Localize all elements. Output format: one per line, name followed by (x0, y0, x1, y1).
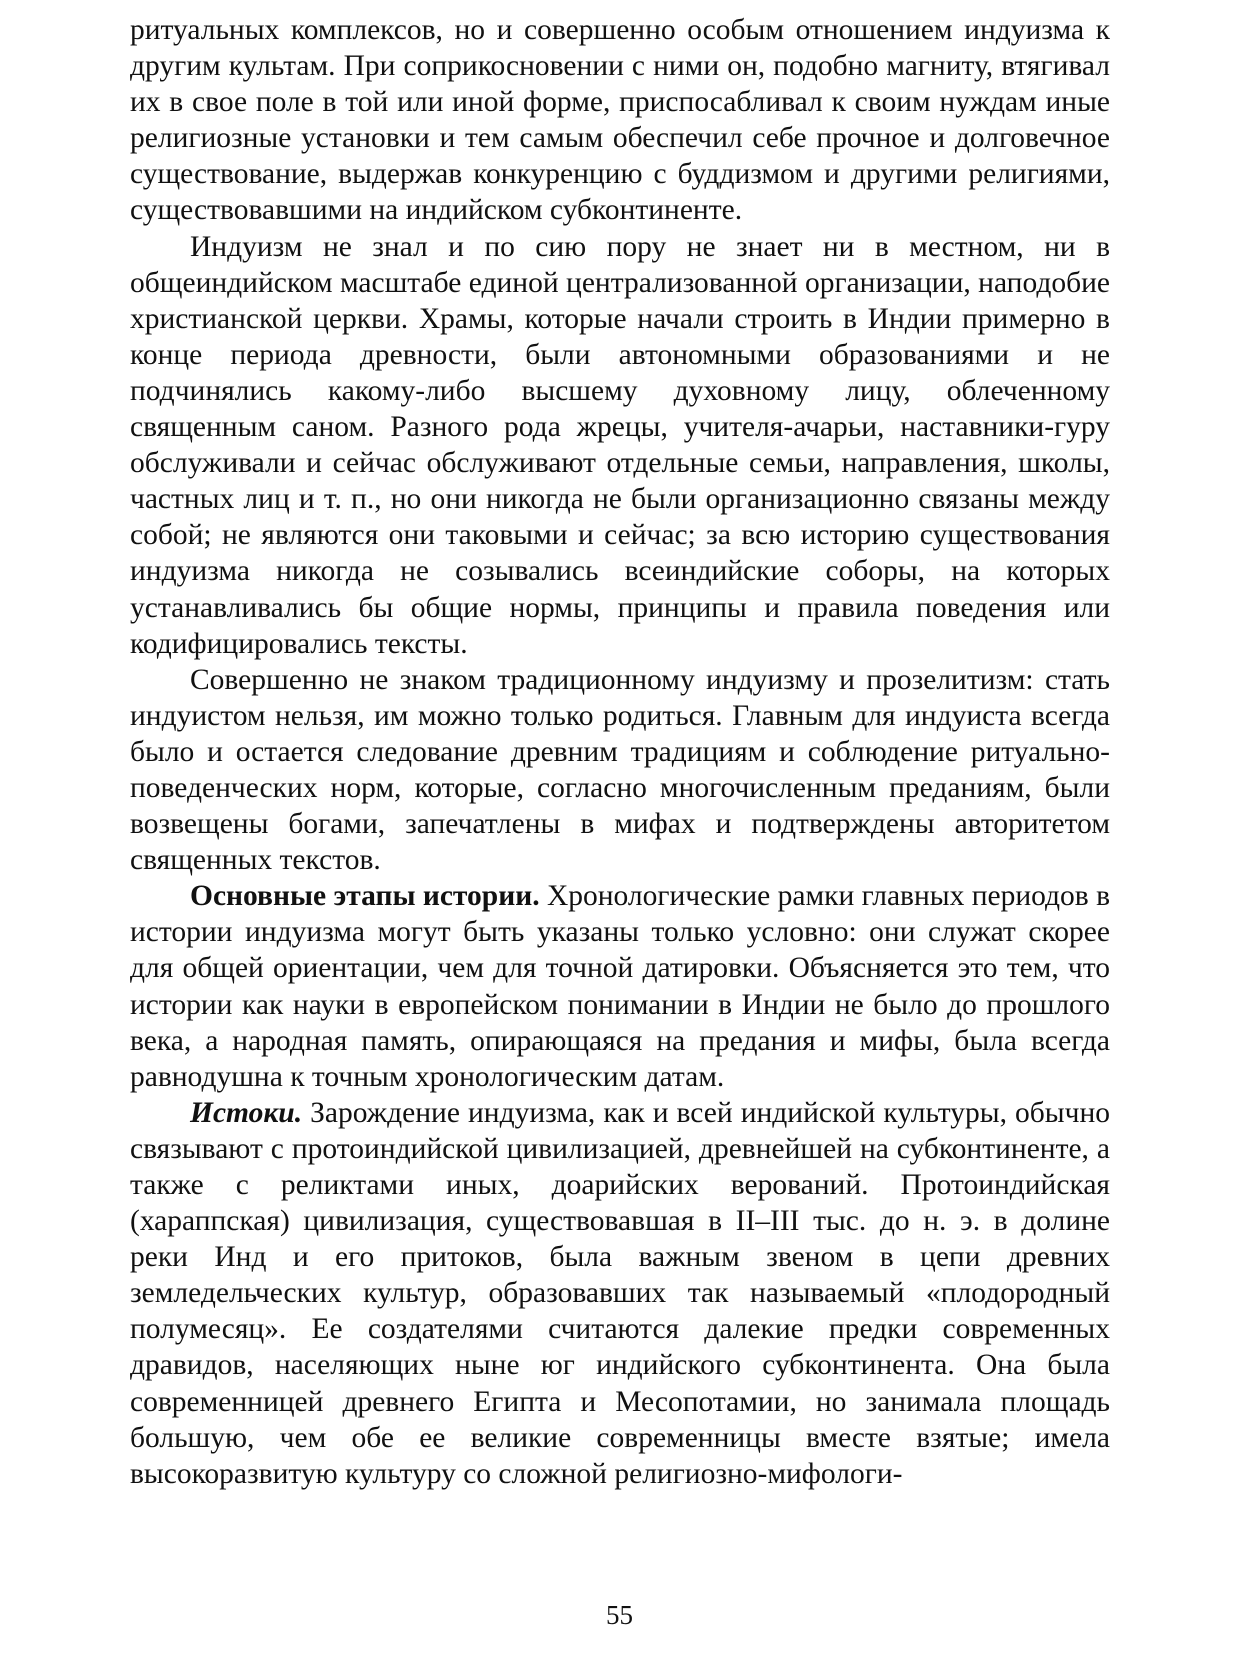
paragraph-origins (130, 1095, 1110, 1492)
paragraph-proselytism (130, 662, 1110, 879)
section-heading-origins: Истоки. (190, 1096, 303, 1129)
paragraph-continuation (130, 12, 1110, 229)
paragraph-text: Хронологические рамки главных периодов в истории индуизма могут быть указаны только условно: они служат скорее для общей ориентации, чем для точной датировки. Объясняется это тем, что истории как науки в европейском понимании в Индии не было до прошлого века, а народная память, опирающаяся на предания и мифы, была всегда равнодушна к точным хронологическим датам. (130, 880, 1111, 1093)
page-number: 55 (606, 1600, 633, 1630)
page-body (130, 12, 1110, 1492)
paragraph-text: Совершенно не знаком традиционному индуизму и прозелитизм: стать индуистом нельзя, им можно только родиться. Главным для индуиста всегда было и остается следование древним традициям и соблюдение ритуально-поведенческих норм, которые, согласно многочисленным преданиям, были возвещены богами, запечатлены в мифах и подтверждены авторитетом священных текстов. (130, 663, 1110, 877)
section-heading-main-stages: Основные этапы истории. (190, 880, 540, 913)
paragraph-organization (130, 229, 1110, 662)
paragraph-text: Зарождение индуизма, как и всей индийской культуры, обычно связывают с протоиндийской цивилизацией, древнейшей на субконтиненте, а также с реликтами иных, доарийских верований. Протоиндийская (хараппская) цивилизация, существовавшая в II–III тыс. до н. э. в долине реки Инд и его притоков, была важным звеном в цепи древних земледельческих культур, образовавших так называемый «плодородный полумесяц». Ее создателями считаются далекие предки современных дравидов, населяющих ныне юг индийского субконтинента. Она была современницей древнего Египта и Месопотамии, но занимала площадь большую, чем обе ее великие современницы вместе взятые; имела высокоразвитую культуру со сложной религиозно-мифологи- (130, 1096, 1110, 1490)
paragraph-text: Индуизм не знал и по сию пору не знает ни в местном, ни в общеиндийском масштабе единой централизованной организации, наподобие христианской церкви. Храмы, которые начали строить в Индии примерно в конце периода древности, были автономными образованиями и не подчинялись какому-либо высшему духовному лицу, облеченному священным саном. Разного рода жрецы, учителя-ачарьи, наставники-гуру обслуживали и сейчас обслуживают отдельные семьи, направления, школы, частных лиц и т. п., но они никогда не были организационно связаны между собой; не являются они таковыми и сейчас; за всю историю существования индуизма никогда не созывались всеиндийские соборы, на которых устанавливались бы общие нормы, принципы и правила поведения или кодифицировались тексты. (130, 230, 1110, 660)
paragraph-text: ритуальных комплексов, но и совершенно особым отношением индуизма к другим культам. При соприкосновении с ними он, подобно магниту, втягивал их в свое поле в той или иной форме, приспосабливал к своим нуждам иные религиозные установки и тем самым обеспечил себе прочное и долговечное существование, выдержав конкуренцию с буддизмом и другими религиями, существовавшими на индийском субконтиненте. (130, 14, 1110, 227)
paragraph-main-stages (130, 878, 1110, 1095)
